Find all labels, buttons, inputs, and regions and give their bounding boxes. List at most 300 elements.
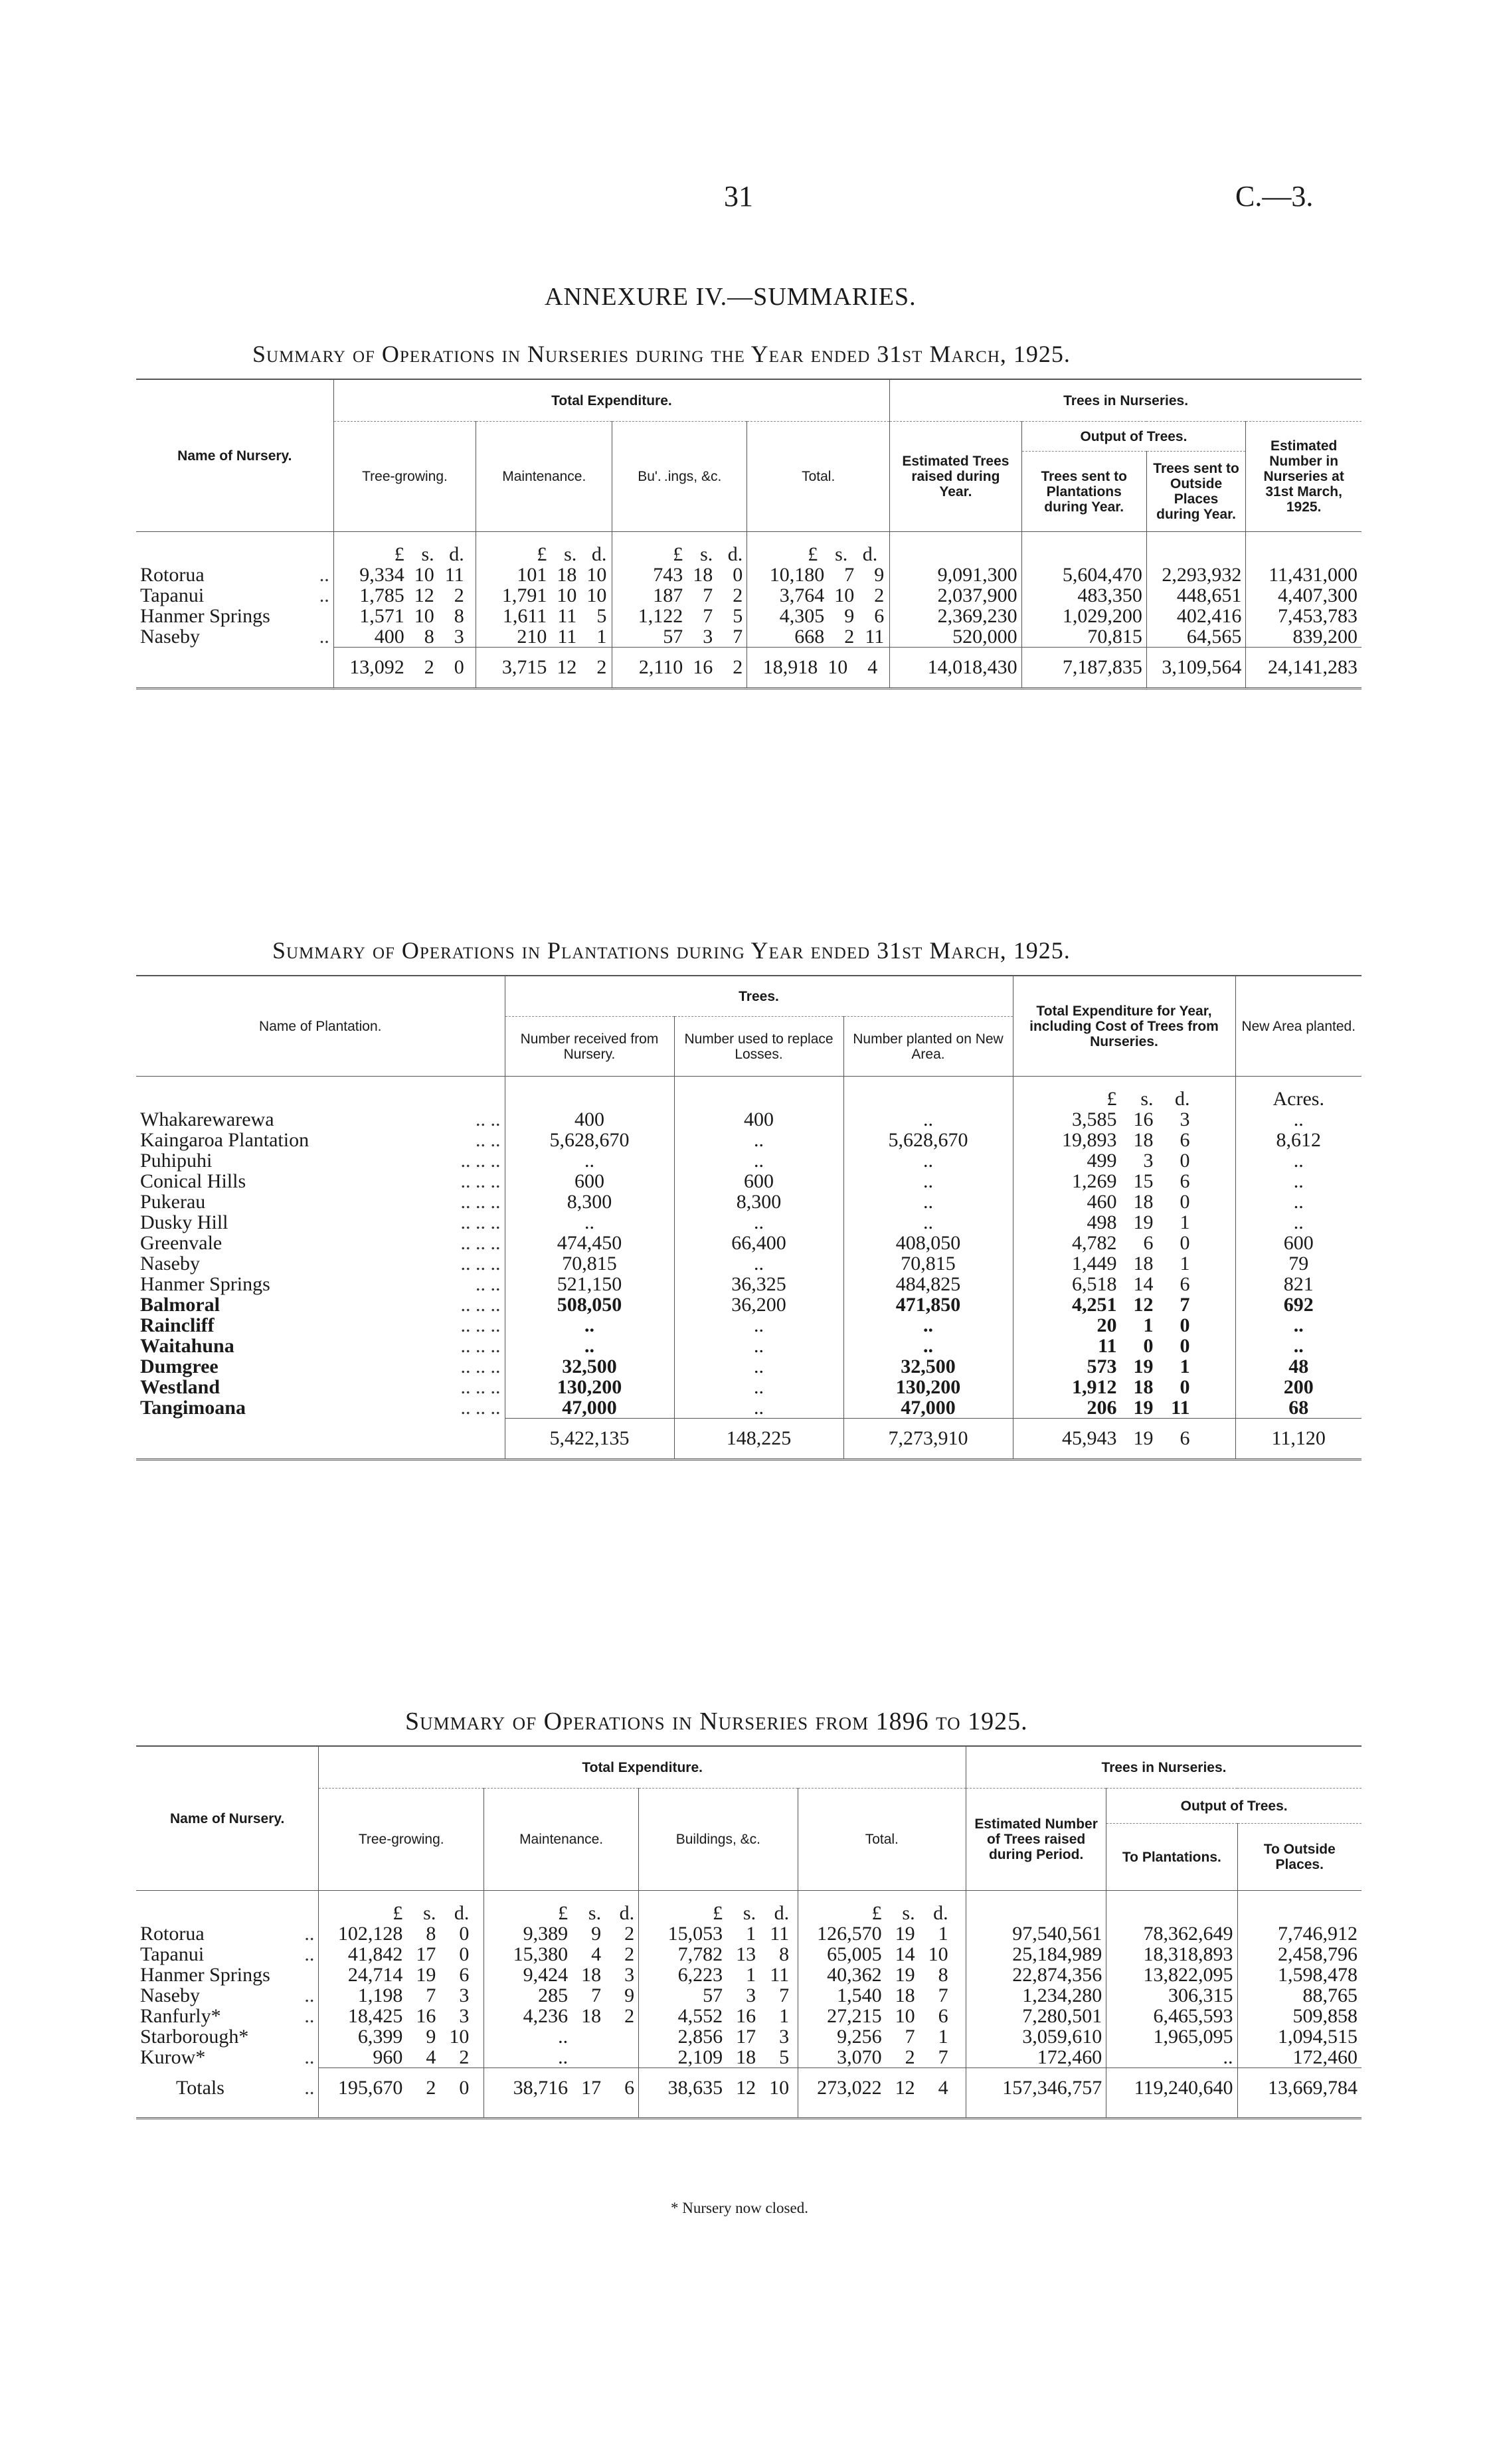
t3-total-buildings-shillings: 12 (736, 2077, 756, 2099)
t1-total-pence: 2 (874, 584, 885, 606)
row-name-cell (136, 2047, 319, 2068)
t1-buildings-pence: 7 (733, 626, 743, 648)
t2-planted: .. (843, 1315, 1013, 1336)
t3-total-pence: 8 (938, 1964, 948, 1986)
t2-expenditure-pounds: 1,269 (1072, 1170, 1117, 1192)
t2-received: 47,000 (505, 1397, 674, 1419)
t3-row (136, 1985, 1361, 2006)
leader-dots: .. (319, 626, 329, 648)
t2-header-new-area: New Area planted. (1235, 976, 1361, 1077)
t3-total-pounds: 126,570 (817, 1923, 882, 1945)
t2-expenditure-pence: 0 (1180, 1335, 1190, 1357)
row-name-cell (136, 585, 333, 606)
row-name: Ranfurly* (140, 2005, 221, 2027)
t1-estimated-number: 4,407,300 (1246, 585, 1361, 606)
row-name: Rotorua (140, 564, 205, 586)
t2-expenditure-shillings: 14 (1133, 1273, 1154, 1295)
t3-to-outside: 7,746,912 (1237, 1923, 1361, 1944)
t1-header-sent-outside: Trees sent to Outside Places during Year. (1146, 452, 1245, 532)
t3-total-total-pence: 4 (938, 2077, 948, 2099)
t3-buildings-shillings: 16 (736, 2005, 756, 2027)
t2-expenditure-pounds: 19,893 (1062, 1129, 1117, 1151)
t3-maintenance-shillings: 18 (581, 1964, 602, 1986)
t1-total (747, 565, 890, 585)
t1-total (747, 626, 890, 648)
t1-maintenance (476, 565, 612, 585)
t2-row (136, 1356, 1361, 1377)
t2-units-shillings: s. (1140, 1088, 1154, 1110)
t1-sent-plantations: 70,815 (1021, 626, 1146, 648)
t2-planted: .. (843, 1191, 1013, 1212)
t3-row (136, 1965, 1361, 1985)
row-name: Naseby (140, 626, 200, 648)
t2-expenditure-shillings: 16 (1133, 1108, 1154, 1130)
t2-row (136, 1294, 1361, 1315)
t3-totals-label: Totals (176, 2076, 224, 2099)
t1-tree-growing-shillings: 12 (414, 584, 434, 606)
t1-maintenance-shillings: 11 (557, 605, 577, 627)
row-name: Hanmer Springs (140, 1964, 270, 1986)
t1-total-shillings: 7 (844, 564, 855, 586)
row-name: Pukerau (140, 1191, 206, 1213)
t3-total-pence: 1 (938, 1923, 948, 1945)
t1-tree-growing (333, 606, 476, 626)
table1 (136, 379, 1361, 689)
t1-total-maintenance-pence: 2 (596, 656, 607, 678)
t3-maintenance-pounds: .. (558, 2026, 569, 2048)
gap-cell (319, 1891, 484, 1903)
page-number: 31 (724, 180, 753, 213)
t3-header-name: Name of Nursery. (136, 1746, 319, 1891)
t1-total-pence: 9 (874, 564, 885, 586)
t3-units (798, 1903, 966, 1923)
t2-expenditure-pounds: 6,518 (1072, 1273, 1117, 1295)
t1-units-pence: d. (727, 543, 743, 565)
t3-units-pence: d. (454, 1902, 470, 1924)
t2-replace: .. (674, 1253, 843, 1274)
t3-buildings (639, 2006, 798, 2026)
t2-expenditure (1013, 1294, 1235, 1315)
t2-replace: .. (674, 1336, 843, 1356)
t3-buildings-shillings: 13 (736, 1943, 756, 1965)
t1-total-shillings: 9 (844, 605, 855, 627)
t3-units (484, 1903, 639, 1923)
t1-total-pounds: 3,764 (779, 584, 825, 606)
t1-row (136, 565, 1361, 585)
leader-dots: .. (304, 2076, 315, 2099)
row-name: Greenvale (140, 1232, 222, 1254)
t3-buildings-shillings: 17 (736, 2026, 756, 2048)
t2-replace: .. (674, 1212, 843, 1233)
t2-new-area: 821 (1235, 1274, 1361, 1294)
t3-units-shillings: s. (743, 1902, 756, 1924)
t2-replace: 400 (674, 1109, 843, 1130)
t3-maintenance (484, 1965, 639, 1985)
t2-received: 474,450 (505, 1233, 674, 1253)
row-name: Puhipuhi (140, 1150, 213, 1172)
t3-total-tree-growing-shillings: 2 (426, 2077, 436, 2099)
t1-buildings-pence: 5 (733, 605, 743, 627)
t3-total-total-shillings: 12 (895, 2077, 915, 2099)
t2-total-area: 11,120 (1235, 1419, 1361, 1460)
t2-replace: 600 (674, 1171, 843, 1191)
t2-expenditure (1013, 1191, 1235, 1212)
row-name: Starborough* (140, 2026, 249, 2048)
t2-expenditure-pence: 3 (1180, 1108, 1190, 1130)
t3-estimated: 3,059,610 (966, 2026, 1106, 2047)
t3-tree-growing-pence: 2 (459, 2046, 470, 2068)
t2-expenditure-shillings: 18 (1133, 1191, 1154, 1213)
t1-sent-outside: 64,565 (1146, 626, 1245, 648)
t1-maintenance-pence: 1 (596, 626, 607, 648)
t2-replace: .. (674, 1377, 843, 1397)
t3-buildings-pounds: 15,053 (667, 1923, 723, 1945)
t1-tree-growing-pounds: 400 (374, 626, 404, 648)
t1-tree-growing (333, 565, 476, 585)
t1-tree-growing-shillings: 8 (424, 626, 434, 648)
t3-buildings-shillings: 18 (736, 2046, 756, 2068)
t3-buildings-pence: 8 (779, 1943, 790, 1965)
t3-maintenance-pence: 3 (624, 1964, 635, 1986)
gap-cell (747, 532, 890, 545)
t2-expenditure-pence: 7 (1180, 1294, 1190, 1316)
t1-tree-growing-pence: 8 (454, 605, 464, 627)
t1-buildings-pounds: 57 (663, 626, 683, 648)
t1-raised: 2,037,900 (890, 585, 1021, 606)
row-name: Hanmer Springs (140, 605, 270, 627)
t1-tree-growing-shillings: 10 (414, 564, 434, 586)
t3-tree-growing-shillings: 4 (426, 2046, 436, 2068)
t2-total-expenditure-pence: 6 (1180, 1427, 1190, 1449)
t1-units-shillings: s. (700, 543, 713, 565)
t2-planted: .. (843, 1150, 1013, 1171)
t2-replace: 66,400 (674, 1233, 843, 1253)
t1-total-maintenance-shillings: 12 (557, 656, 577, 678)
t3-estimated: 25,184,989 (966, 1944, 1106, 1965)
t2-expenditure-pounds: 4,782 (1072, 1232, 1117, 1254)
t3-buildings (639, 1985, 798, 2006)
t2-new-area: 200 (1235, 1377, 1361, 1397)
t2-expenditure (1013, 1377, 1235, 1397)
t3-maintenance-pounds: .. (558, 2046, 569, 2068)
t2-expenditure-pence: 1 (1180, 1211, 1190, 1233)
t3-total-pence: 1 (938, 2026, 948, 2048)
t2-header-name: Name of Plantation. (136, 976, 505, 1077)
gap-cell (484, 1891, 639, 1903)
t2-received: .. (505, 1336, 674, 1356)
table2 (136, 975, 1361, 1460)
gap-cell (1106, 1891, 1237, 1903)
t3-buildings (639, 1944, 798, 1965)
t3-total-tree-growing-pounds: 195,670 (337, 2077, 403, 2099)
t3-total-pounds: 40,362 (827, 1964, 882, 1986)
t2-row (136, 1253, 1361, 1274)
t3-total-shillings: 14 (895, 1943, 915, 1965)
t3-buildings-pence: 11 (770, 1964, 790, 1986)
t3-buildings-pounds: 7,782 (677, 1943, 723, 1965)
t2-expenditure-shillings: 19 (1133, 1211, 1154, 1233)
gap-cell (674, 1077, 843, 1089)
t2-expenditure-pounds: 573 (1087, 1356, 1117, 1377)
t2-expenditure-shillings: 19 (1133, 1356, 1154, 1377)
t2-expenditure-shillings: 19 (1133, 1397, 1154, 1419)
units-blank (136, 1089, 505, 1109)
units-blank (505, 1089, 674, 1109)
gap (136, 1077, 505, 1089)
t2-planted: .. (843, 1171, 1013, 1191)
leader-dots: .. .. .. (460, 1170, 501, 1192)
t2-expenditure (1013, 1397, 1235, 1419)
t1-total-pounds: 668 (794, 626, 825, 648)
t3-buildings-pounds: 4,552 (677, 2005, 723, 2027)
row-name-cell (136, 1377, 505, 1397)
t3-units-pounds: £ (713, 1902, 723, 1924)
t2-replace: .. (674, 1315, 843, 1336)
t3-header-trees: Trees in Nurseries. (966, 1746, 1362, 1789)
t2-expenditure (1013, 1109, 1235, 1130)
table1-title: Summary of Operations in Nurseries during the Year ended 31st March, 1925. (252, 341, 1071, 367)
t3-total-total (798, 2068, 966, 2119)
gap (136, 1891, 319, 1903)
t2-expenditure-pence: 6 (1180, 1129, 1190, 1151)
t3-units-shillings: s. (588, 1902, 602, 1924)
t3-total-maintenance (484, 2068, 639, 2119)
t1-tree-growing (333, 585, 476, 606)
t3-tree-growing-pounds: 960 (373, 2046, 403, 2068)
t2-row (136, 1109, 1361, 1130)
t3-total-total-pounds: 273,022 (817, 2077, 882, 2099)
row-name-cell (136, 565, 333, 585)
t3-maintenance (484, 1944, 639, 1965)
t1-units (333, 544, 476, 565)
leader-dots: .. .. .. (460, 1294, 501, 1316)
t3-buildings-shillings: 3 (746, 1984, 756, 2006)
t1-total-maintenance (476, 648, 612, 689)
t3-tree-growing-pence: 3 (459, 1984, 470, 2006)
t3-tree-growing (319, 1923, 484, 1944)
row-name-cell (136, 1274, 505, 1294)
t1-tree-growing-pounds: 9,334 (359, 564, 404, 586)
units-blank (843, 1089, 1013, 1109)
t3-header-total-expenditure: Total Expenditure. (319, 1746, 966, 1789)
t1-buildings (612, 565, 747, 585)
t3-tree-growing-pence: 0 (459, 1943, 470, 1965)
t2-planted: 130,200 (843, 1377, 1013, 1397)
t2-expenditure-pence: 6 (1180, 1170, 1190, 1192)
t3-buildings-pence: 11 (770, 1923, 790, 1945)
t1-header-maintenance: Maintenance. (476, 422, 612, 532)
t3-total-shillings: 7 (905, 2026, 915, 2048)
t1-units (476, 544, 612, 565)
t2-replace: .. (674, 1130, 843, 1150)
t1-row (136, 585, 1361, 606)
t3-units-pence: d. (774, 1902, 790, 1924)
t2-received: 8,300 (505, 1191, 674, 1212)
t2-header-received: Number received from Nursery. (505, 1017, 674, 1077)
t1-maintenance-pounds: 1,791 (501, 584, 547, 606)
t3-header-to-plantations: To Plantations. (1106, 1824, 1237, 1891)
t3-row (136, 2026, 1361, 2047)
t1-tree-growing-pounds: 1,785 (359, 584, 404, 606)
row-name-cell (136, 1109, 505, 1130)
units-blank (1246, 544, 1361, 565)
t2-received: 600 (505, 1171, 674, 1191)
t2-new-area: 692 (1235, 1294, 1361, 1315)
leader-dots: .. .. .. (460, 1232, 501, 1254)
units-blank (1021, 544, 1146, 565)
t3-buildings-shillings: 1 (746, 1923, 756, 1945)
t1-buildings-pounds: 1,122 (638, 605, 683, 627)
t1-header-estimated-number: Estimated Number in Nurseries at 31st March, 1925. (1246, 422, 1361, 532)
t2-received: 5,628,670 (505, 1130, 674, 1150)
row-name-cell (136, 1294, 505, 1315)
t3-estimated: 7,280,501 (966, 2006, 1106, 2026)
t2-expenditure-pence: 0 (1180, 1376, 1190, 1398)
t3-to-outside: 172,460 (1237, 2047, 1361, 2068)
t1-maintenance-pence: 5 (596, 605, 607, 627)
t2-expenditure-pence: 0 (1180, 1150, 1190, 1172)
t2-expenditure-shillings: 12 (1133, 1294, 1154, 1316)
t3-totals-label-cell (136, 2068, 319, 2119)
t1-tree-growing-pence: 2 (454, 584, 464, 606)
t3-to-plantations: 6,465,593 (1106, 2006, 1237, 2026)
t3-buildings (639, 1965, 798, 1985)
t3-tree-growing (319, 2047, 484, 2068)
table1-container (136, 379, 1361, 689)
t1-sent-plantations: 1,029,200 (1021, 606, 1146, 626)
t2-expenditure-pence: 0 (1180, 1232, 1190, 1254)
t3-estimated: 172,460 (966, 2047, 1106, 2068)
t3-tree-growing-pounds: 1,198 (357, 1984, 403, 2006)
t3-to-outside: 2,458,796 (1237, 1944, 1361, 1965)
t1-total-tree-growing-shillings: 2 (424, 656, 434, 678)
t3-buildings-pence: 1 (779, 2005, 790, 2027)
t3-total-pence: 7 (938, 1984, 948, 2006)
t2-expenditure-pounds: 1,449 (1072, 1253, 1117, 1275)
t1-total-pounds: 10,180 (769, 564, 825, 586)
t3-tree-growing-shillings: 8 (426, 1923, 436, 1945)
t2-row (136, 1150, 1361, 1171)
leader-dots: .. .. .. (460, 1356, 501, 1377)
t1-units-pence: d. (862, 543, 878, 565)
row-name: Hanmer Springs (140, 1273, 270, 1295)
row-name-cell (136, 1336, 505, 1356)
t2-expenditure (1013, 1171, 1235, 1191)
t3-total (798, 1965, 966, 1985)
t3-to-outside: 1,598,478 (1237, 1965, 1361, 1985)
row-name: Balmoral (140, 1294, 220, 1316)
t3-maintenance-shillings: 18 (581, 2005, 602, 2027)
t1-sent-plantations: 5,604,470 (1021, 565, 1146, 585)
row-name: Conical Hills (140, 1170, 246, 1192)
t2-received: .. (505, 1212, 674, 1233)
units-blank (674, 1089, 843, 1109)
t2-expenditure-shillings: 18 (1133, 1376, 1154, 1398)
t2-planted: 484,825 (843, 1274, 1013, 1294)
t3-total (798, 2047, 966, 2068)
t2-row (136, 1233, 1361, 1253)
t3-header-total: Total. (798, 1789, 966, 1891)
t3-buildings-pounds: 2,856 (677, 2026, 723, 2048)
row-name-cell (136, 1315, 505, 1336)
leader-dots: .. .. .. (460, 1397, 501, 1419)
t1-total-buildings-shillings: 16 (693, 656, 713, 678)
gap-cell (1013, 1077, 1235, 1089)
t1-header-buildings: Bu'. .ings, &c. (612, 422, 747, 532)
t1-buildings (612, 606, 747, 626)
t2-row (136, 1171, 1361, 1191)
t3-total-pence: 10 (928, 1943, 948, 1965)
t3-header-buildings: Buildings, &c. (639, 1789, 798, 1891)
t1-buildings-shillings: 7 (703, 584, 713, 606)
table3-container (136, 1745, 1361, 2119)
t2-expenditure-shillings: 18 (1133, 1253, 1154, 1275)
leader-dots: .. .. .. (460, 1314, 501, 1336)
row-name: Kurow* (140, 2046, 206, 2068)
t1-units-shillings: s. (564, 543, 577, 565)
t2-expenditure-pence: 0 (1180, 1191, 1190, 1213)
t1-buildings (612, 626, 747, 648)
t3-row (136, 2006, 1361, 2026)
t3-maintenance (484, 1923, 639, 1944)
t3-total-shillings: 19 (895, 1964, 915, 1986)
row-name-cell (136, 1212, 505, 1233)
t3-header-to-outside: To Outside Places. (1237, 1824, 1361, 1891)
t3-maintenance (484, 2047, 639, 2068)
t3-tree-growing-pounds: 102,128 (337, 1923, 403, 1945)
t3-estimated: 22,874,356 (966, 1965, 1106, 1985)
t3-maintenance-pence: 2 (624, 2005, 635, 2027)
units-blank (966, 1903, 1106, 1923)
t3-tree-growing-pounds: 41,842 (347, 1943, 403, 1965)
t1-maintenance-shillings: 11 (557, 626, 577, 648)
leader-dots: .. (304, 2046, 315, 2068)
t2-received: .. (505, 1315, 674, 1336)
t1-units-pounds: £ (394, 543, 404, 565)
units-blank (136, 1903, 319, 1923)
t3-units-pounds: £ (393, 1902, 403, 1924)
t3-total (798, 1923, 966, 1944)
t3-total-buildings-pounds: 38,635 (667, 2077, 723, 2099)
t2-row (136, 1397, 1361, 1419)
t2-new-area: 600 (1235, 1233, 1361, 1253)
t1-maintenance-pounds: 101 (517, 564, 547, 586)
table2-title: Summary of Operations in Plantations during Year ended 31st March, 1925. (272, 937, 1071, 964)
t1-total-pounds: 4,305 (779, 605, 825, 627)
t1-total-tree-growing (333, 648, 476, 689)
t2-expenditure-pence: 0 (1180, 1314, 1190, 1336)
t3-maintenance-pence: 2 (624, 1923, 635, 1945)
row-name-cell (136, 1253, 505, 1274)
t2-expenditure (1013, 1212, 1235, 1233)
t2-expenditure (1013, 1130, 1235, 1150)
t1-estimated-number: 839,200 (1246, 626, 1361, 648)
t3-buildings-pence: 3 (779, 2026, 790, 2048)
t1-tree-growing-pence: 11 (444, 564, 464, 586)
t2-received: 32,500 (505, 1356, 674, 1377)
t3-tree-growing (319, 2006, 484, 2026)
annexure-title: ANNEXURE IV.—SUMMARIES. (545, 283, 917, 311)
t3-buildings (639, 2026, 798, 2047)
row-name-cell (136, 1171, 505, 1191)
t1-total-number: 24,141,283 (1246, 648, 1361, 689)
gap-cell (966, 1891, 1106, 1903)
t2-received: 521,150 (505, 1274, 674, 1294)
gap-cell (1021, 532, 1146, 545)
gap-cell (798, 1891, 966, 1903)
t2-received: 508,050 (505, 1294, 674, 1315)
t2-new-area: .. (1235, 1212, 1361, 1233)
